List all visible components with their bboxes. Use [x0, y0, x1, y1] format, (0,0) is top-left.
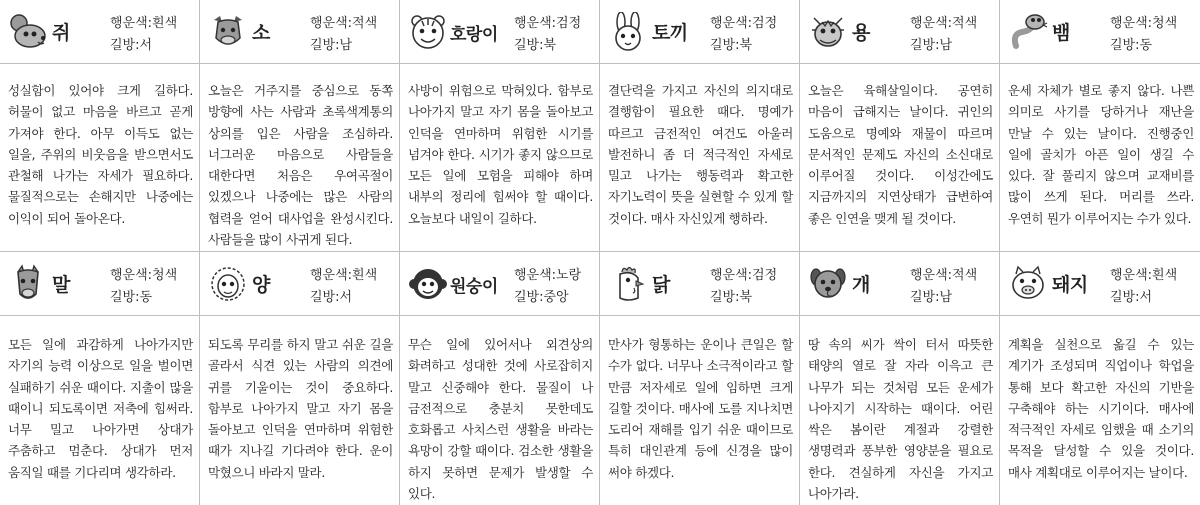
- card-header: [400, 252, 599, 316]
- fortune-card-monkey: [400, 252, 600, 505]
- animal-name: 소: [252, 22, 270, 44]
- fortune-card-sheep: [200, 252, 400, 505]
- fortune-text: 무슨 일에 있어서나 외견상의 화려하고 성대한 것에 사로잡히지 말고 신중해야 한다. 물질이 나 금전적으로 충분치 못한데도 호화롭고 사치스런 생활을 바라는 욕망이 강할 때이다. 검소한 생활을 하지 못하면 문제가 발생할 수 있다.: [408, 337, 593, 502]
- lucky-color: 행운색:적색: [910, 16, 978, 31]
- luck-info: [110, 265, 177, 309]
- fortune-card-snake: [1000, 0, 1200, 252]
- fortune-card-rabbit: [600, 0, 800, 252]
- card-header: [600, 252, 799, 316]
- pig-icon: [1008, 264, 1048, 304]
- lucky-direction: 길방:동: [1110, 38, 1153, 53]
- fortune-card-pig: [1000, 252, 1200, 505]
- card-header: [1000, 0, 1200, 64]
- fortune-text: 땅 속의 씨가 싹이 터서 따뜻한 태양의 열로 잘 자라 이윽고 큰 나무가 되는 것처럼 모든 운세가 나아지기 시작하는 때이다. 어린 싹은 봄이란 계절과 강렬한 생명력과 풍부한 영양분을 필요로 한다. 견실하게 자신을 가지고 나아가라.: [808, 337, 993, 502]
- fortune-card-dragon: [800, 0, 1000, 252]
- fortune-text: 성실함이 있어야 크게 길하다. 허물이 없고 마음을 바르고 곧게 가져야 한다. 아무 이득도 없는 일을, 주위의 비웃음을 받으면서도 관철해 나가는 자세가 필요하다. 물질적으로는 손해지만 나중에는 이익이 되어 돌아온다.: [8, 83, 193, 226]
- lucky-color: 행운색:검정: [710, 268, 778, 283]
- card-header: [800, 252, 999, 316]
- lucky-direction: 길방:동: [110, 290, 153, 305]
- lucky-color: 행운색:적색: [310, 16, 378, 31]
- ox-icon: [208, 12, 248, 52]
- fortune-text: 모든 일에 과감하게 나아가지만 자기의 능력 이상으로 일을 벌이면 실패하기 쉬운 때이다. 지출이 많을 때이니 되도록이면 저축에 힘써라. 너무 밀고 나아가면 상대가 주춤하고 멈춘다. 상대가 먼저 움직일 때를 기다리며 생각하라.: [8, 337, 193, 480]
- dog-icon: [808, 264, 848, 304]
- fortune-card-horse: [0, 252, 200, 505]
- fortune-text: 운세 자체가 별로 좋지 않다. 나쁜 의미로 사기를 당하거나 재난을 만날 수 있는 날이다. 진행중인 일에 골치가 아픈 일이 생길 수 있다. 잘 풀리지 않으며 교재비를 많이 쓰게 된다. 머리를 쓰라. 우연히 뭔가 이루어지는 수가 있다.: [1008, 83, 1194, 226]
- fortune-card-rooster: [600, 252, 800, 505]
- lucky-color: 행운색:청색: [1110, 16, 1178, 31]
- lucky-direction: 길방:서: [110, 38, 153, 53]
- animal-name: 원숭이: [450, 277, 498, 297]
- card-header: [600, 0, 799, 64]
- luck-info: [710, 265, 777, 309]
- lucky-direction: 길방:서: [310, 290, 353, 305]
- card-header: [0, 252, 199, 316]
- luck-info: [1110, 13, 1177, 57]
- animal-name: 호랑이: [450, 25, 498, 45]
- rooster-icon: [608, 264, 648, 304]
- animal-name: 뱀: [1052, 22, 1070, 44]
- luck-info: [310, 265, 377, 309]
- lucky-direction: 길방:북: [514, 38, 557, 53]
- luck-info: [514, 265, 581, 309]
- lucky-direction: 길방:북: [710, 38, 753, 53]
- lucky-color: 행운색:노랑: [514, 268, 582, 283]
- horse-icon: [8, 264, 48, 304]
- animal-name: 양: [252, 274, 270, 296]
- fortune-text: 계획을 실천으로 옮길 수 있는 계기가 조성되며 직업이나 학업을 통해 보다 확고한 자신의 기반을 구축해야 하는 시기이다. 매사에 적극적인 자세로 임했을 때 소기의 목적을 달성할 수 있을 것이다. 매사 계획대로 이루어지는 날이다.: [1008, 337, 1194, 480]
- card-header: [800, 0, 999, 64]
- fortune-text: 만사가 형통하는 운이나 큰일은 할 수가 없다. 너무나 소극적이라고 할 만큼 저자세로 일에 임하면 크게 길할 것이다. 매사에 도를 지나치면 도리어 재해를 입기 쉬운 때이므로 특히 대인관계 등에 신경을 많이 써야 하겠다.: [608, 337, 793, 480]
- fortune-text: 결단력을 가지고 자신의 의지대로 결행함이 필요한 때다. 명예가 따르고 금전적인 여건도 아울러 발전하니 좀 더 적극적인 자세로 밀고 나가는 행동력과 확고한 자기노력이 뜻을 실현할 수 있게 할 것이다. 매사 자신있게 행하라.: [608, 83, 793, 226]
- luck-info: [310, 13, 377, 57]
- sheep-icon: [208, 264, 248, 304]
- lucky-color: 행운색:검정: [514, 16, 582, 31]
- dragon-icon: [808, 12, 848, 52]
- animal-name: 말: [52, 274, 70, 296]
- rat-icon: [8, 12, 48, 52]
- card-header: [200, 0, 399, 64]
- lucky-direction: 길방:서: [1110, 290, 1153, 305]
- rabbit-icon: [608, 12, 648, 52]
- tiger-icon: [408, 12, 448, 52]
- luck-info: [1110, 265, 1177, 309]
- animal-name: 돼지: [1052, 274, 1088, 296]
- snake-icon: [1008, 12, 1048, 52]
- animal-name: 닭: [652, 274, 670, 296]
- lucky-color: 행운색:흰색: [110, 16, 178, 31]
- luck-info: [910, 265, 977, 309]
- card-header: [400, 0, 599, 64]
- animal-name: 용: [852, 22, 870, 44]
- luck-info: [710, 13, 777, 57]
- fortune-text: 사방이 위험으로 막혀있다. 함부로 나아가지 말고 자기 몸을 돌아보고 인덕을 연마하며 위험한 시기를 넘겨야 한다. 시기가 좋지 않으므로 모든 일에 모험을 피해야 하며 내부의 정리에 힘써야 할 때이다. 오늘보다 내일이 길하다.: [408, 83, 593, 226]
- lucky-direction: 길방:북: [710, 290, 753, 305]
- luck-info: [514, 13, 581, 57]
- lucky-direction: 길방:중앙: [514, 290, 569, 305]
- card-header: [1000, 252, 1200, 316]
- card-header: [200, 252, 399, 316]
- fortune-text: 오늘은 거주지를 중심으로 동쪽 방향에 사는 사람과 초록색계통의 상의를 입은 사람을 조심하라. 너그러운 마음으로 사람들을 대한다면 처음은 우여곡절이 있겠으나 나중에는 많은 사람의 협력을 얻어 대사업을 완성시킨다. 사람들을 많이 사귀게 된다.: [208, 83, 393, 248]
- card-header: [0, 0, 199, 64]
- luck-info: [110, 13, 177, 57]
- animal-name: 토끼: [652, 22, 688, 44]
- lucky-color: 행운색:흰색: [310, 268, 378, 283]
- animal-name: 개: [852, 274, 870, 296]
- lucky-color: 행운색:검정: [710, 16, 778, 31]
- fortune-card-rat: [0, 0, 200, 252]
- animal-name: 쥐: [52, 22, 70, 44]
- luck-info: [910, 13, 977, 57]
- lucky-color: 행운색:적색: [910, 268, 978, 283]
- lucky-direction: 길방:남: [310, 38, 353, 53]
- fortune-text: 오늘은 육해살일이다. 공연히 마음이 급해지는 날이다. 귀인의 도움으로 명예와 재물이 따르며 문서적인 문제도 자신의 소신대로 이루어질 것이다. 이성간에도 지금까지의 지연상태가 급변하여 좋은 인연을 맺게 될 것이다.: [808, 83, 993, 226]
- fortune-text: 되도록 무리를 하지 말고 쉬운 길을 골라서 식견 있는 사람의 의견에 귀를 기울이는 것이 중요하다. 함부로 나아가지 말고 자기 몸을 돌아보고 인덕을 연마하며 위험한 때가 지나길 기다려야 한다. 운이 막혔으니 바라지 말라.: [208, 337, 393, 480]
- monkey-icon: [408, 264, 448, 304]
- fortune-card-tiger: [400, 0, 600, 252]
- lucky-direction: 길방:남: [910, 38, 953, 53]
- lucky-direction: 길방:남: [910, 290, 953, 305]
- lucky-color: 행운색:청색: [110, 268, 178, 283]
- lucky-color: 행운색:흰색: [1110, 268, 1178, 283]
- fortune-card-ox: [200, 0, 400, 252]
- fortune-card-dog: [800, 252, 1000, 505]
